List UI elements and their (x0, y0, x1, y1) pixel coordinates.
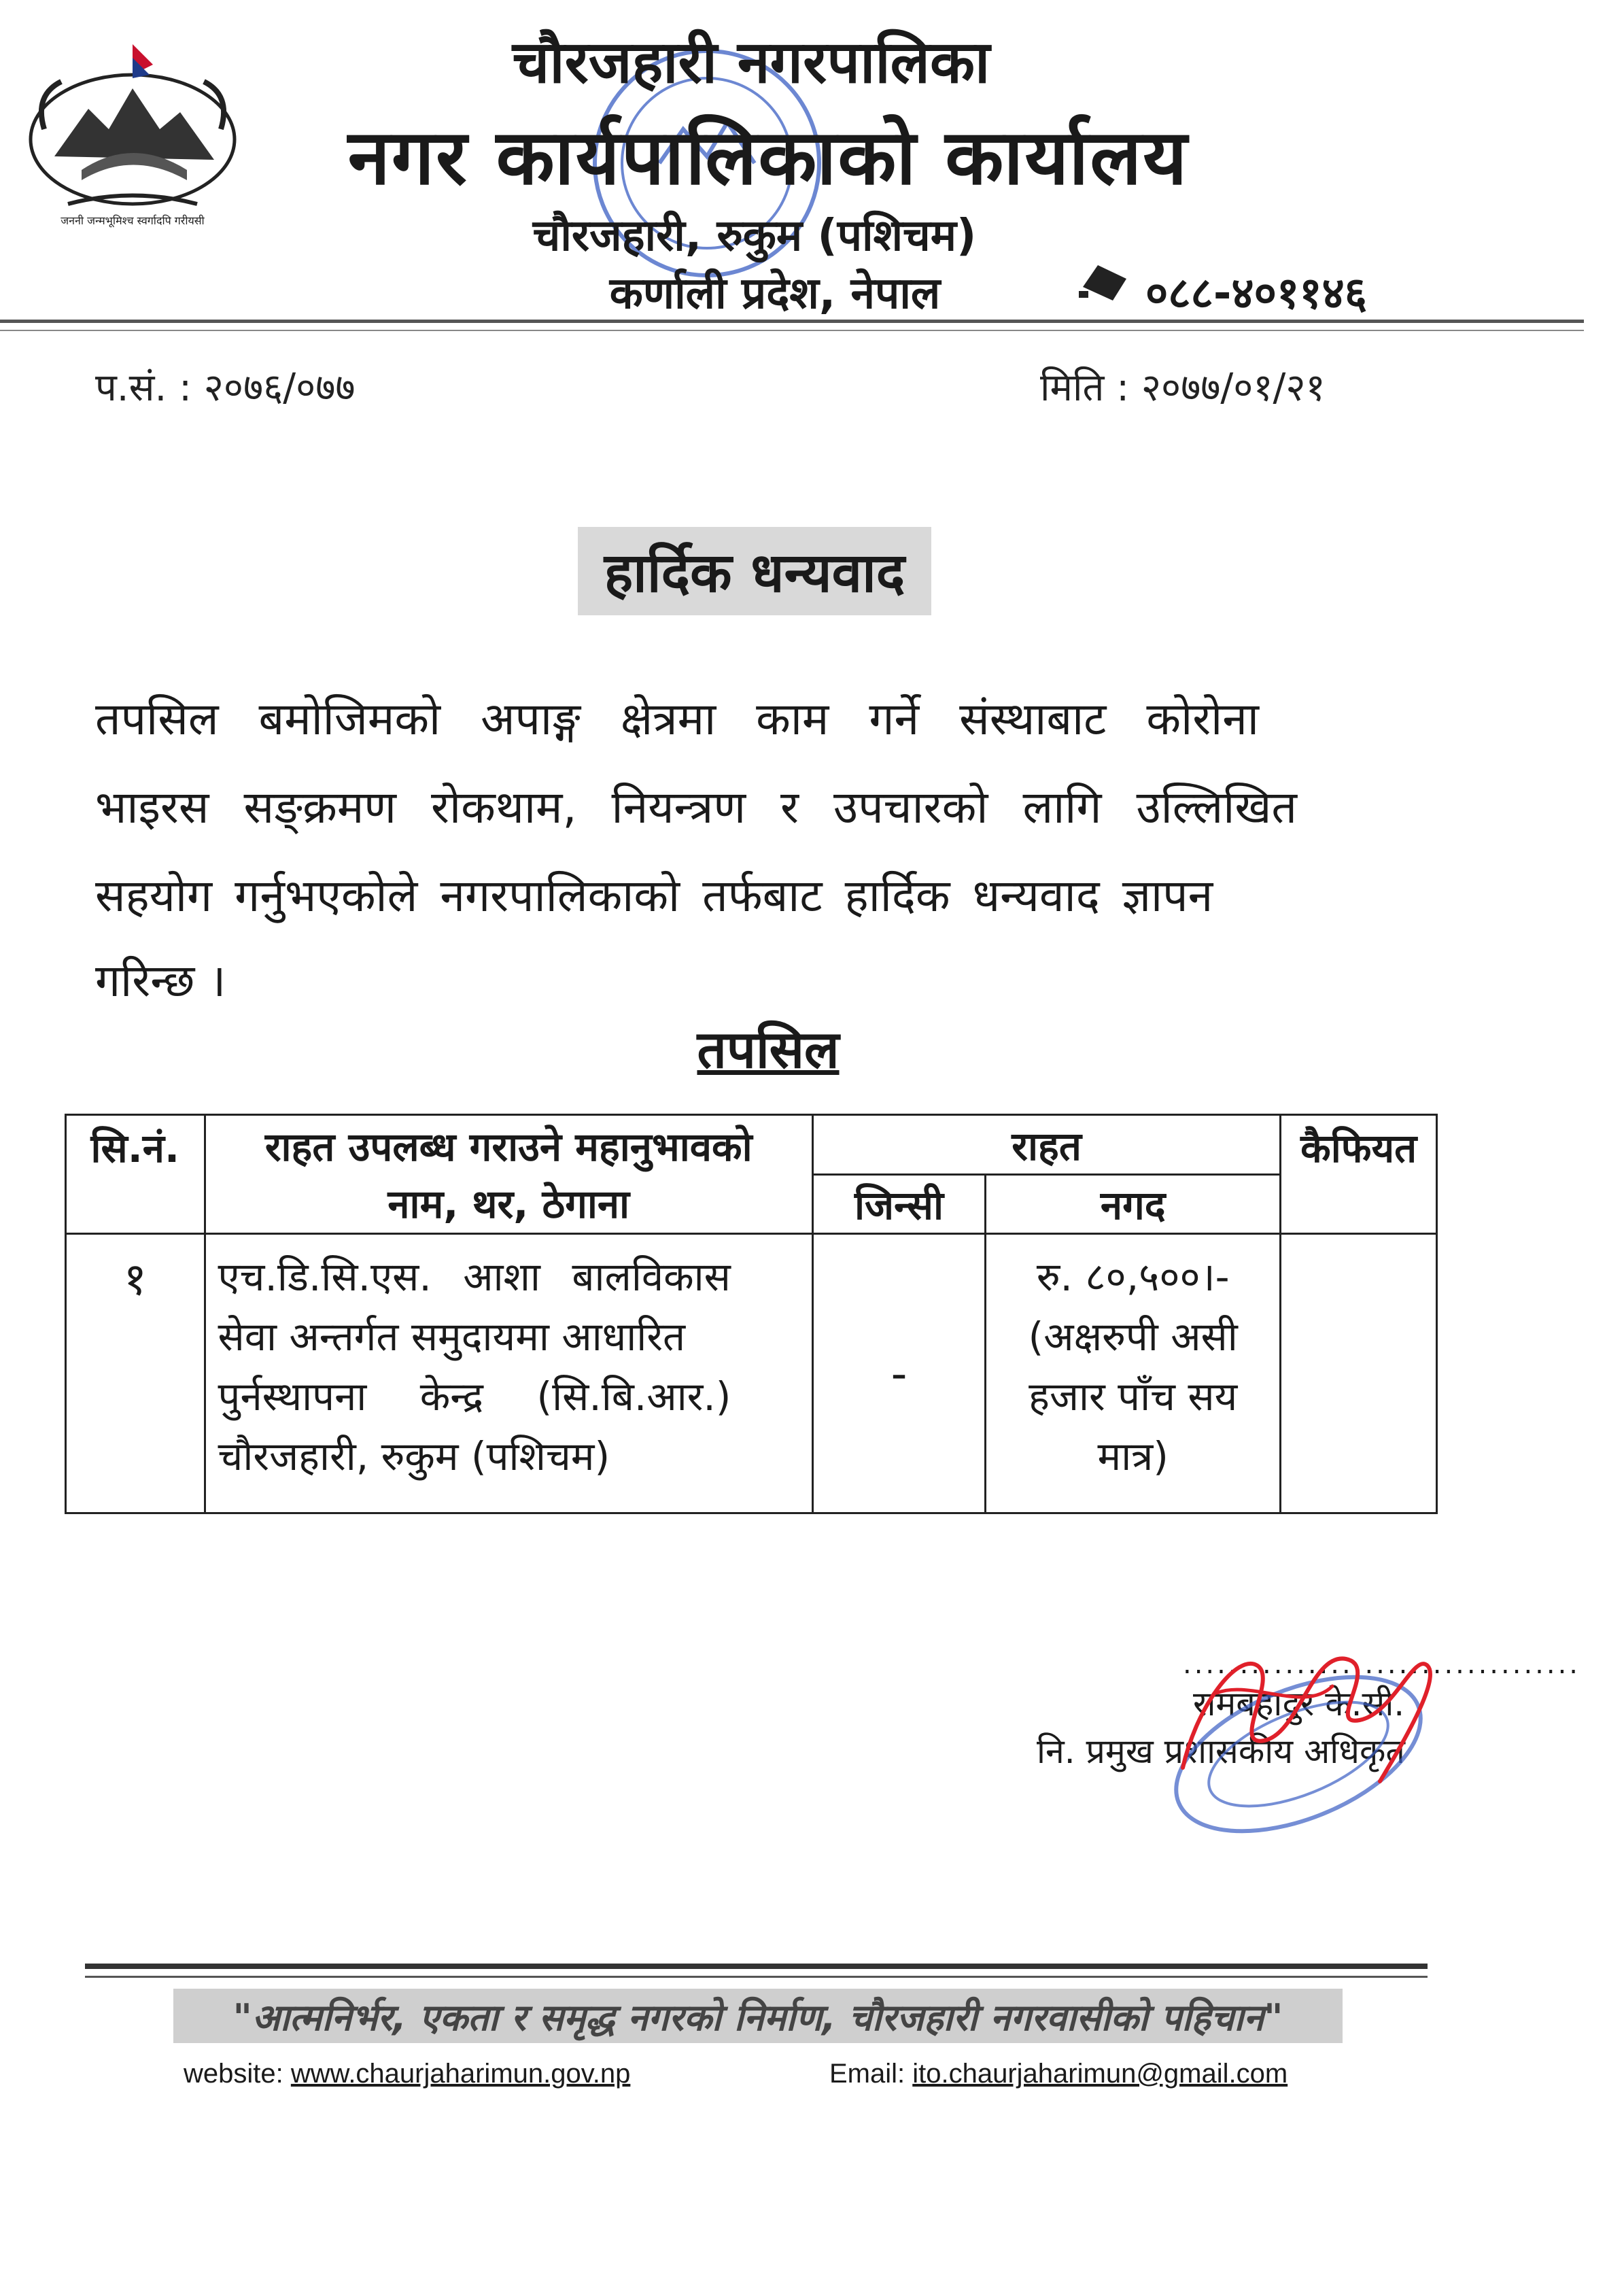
phone-icon (1077, 258, 1132, 306)
footer-divider (85, 1964, 1428, 1969)
letter-date: मिति : २०७७/०१/२१ (1040, 366, 1326, 410)
municipality-name: चौरजहारी नगरपालिका (512, 29, 990, 97)
cash-line: मात्र) (1097, 1433, 1169, 1479)
cell-serial-no: १ (66, 1234, 205, 1513)
footer-divider-thin (85, 1976, 1428, 1978)
cell-cash (986, 1234, 1281, 1513)
email-link[interactable]: ito.chaurjaharimun@gmail.com (912, 2059, 1288, 2089)
header-donor-line-2: नाम, थर, ठेगाना (387, 1181, 630, 1227)
signatory-name: रामबहादुर के.सी. (1193, 1684, 1405, 1724)
signature-line: ................................... (1183, 1649, 1581, 1680)
email-info (829, 2059, 1288, 2089)
header-donor (205, 1115, 812, 1234)
body-line: गरिन्छ । (95, 955, 226, 1007)
header-divider-thin (0, 330, 1584, 331)
table-title: तपसिल (697, 1019, 840, 1080)
relief-table (65, 1114, 1438, 1514)
handwritten-signature (1156, 1611, 1448, 1815)
table-row (66, 1234, 1437, 1513)
cell-donor (205, 1234, 812, 1513)
header-divider (0, 320, 1584, 323)
svg-text:जननी जन्मभूमिश्च स्वर्गादपि गर: जननी जन्मभूमिश्च स्वर्गादपि गरीयसी (61, 214, 205, 227)
cash-line: (अक्षरुपी असी (1028, 1314, 1238, 1360)
website-link[interactable]: www.chaurjaharimun.gov.np (290, 2059, 631, 2089)
header-donor-line-1: राहत उपलब्ध गराउने महानुभावको (264, 1124, 753, 1170)
website-info (184, 2059, 630, 2089)
donor-line: एच.डि.सि.एस. आशा बालविकास (218, 1254, 731, 1300)
donor-line: पुर्नस्थापना केन्द्र (सि.बि.आर.) (218, 1373, 731, 1420)
website-label: website: (184, 2059, 291, 2089)
body-line: तपसिल बमोजिमको अपाङ्ग क्षेत्रमा काम गर्ने संस्थाबाट कोरोना (95, 693, 1260, 745)
cash-line: हजार पाँच सय (1029, 1373, 1238, 1420)
donor-line: चौरजहारी, रुकुम (पशिचम) (218, 1433, 610, 1479)
body-line: भाइरस सङ्क्रमण रोकथाम, नियन्त्रण र उपचारको लागि उल्लिखित (95, 781, 1297, 834)
header-relief: राहत (812, 1115, 1280, 1175)
cash-line: रु. ८०,५००।- (1036, 1254, 1230, 1300)
donor-line: सेवा अन्तर्गत समुदायमा आधारित (218, 1314, 686, 1360)
body-line: सहयोग गर्नुभएकोले नगरपालिकाको तर्फबाट हार्दिक धन्यवाद ज्ञापन (95, 870, 1213, 922)
phone-number: ०८८-४०११४६ (1145, 269, 1368, 319)
address-line-1: चौरजहारी, रुकुम (पशिचम) (532, 211, 977, 261)
signatory-designation: नि. प्रमुख प्रशासकीय अधिकृत (1037, 1732, 1405, 1771)
letter-title: हार्दिक धन्यवाद (604, 541, 905, 604)
cell-in-kind: - (812, 1234, 985, 1513)
address-line-2: कर्णाली प्रदेश, नेपाल (609, 269, 941, 319)
letter-number: प.सं. : २०७६/०७७ (95, 366, 356, 410)
header-serial-no: सि.नं. (66, 1115, 205, 1234)
nepal-emblem-icon (14, 27, 258, 231)
header-cash: नगद (986, 1174, 1281, 1234)
municipality-motto: "आत्मनिर्भर, एकता र समृद्ध नगरको निर्माण, चौरजहारी नगरवासीको पहिचान" (232, 1996, 1283, 2039)
header-remarks: कैफियत (1281, 1115, 1437, 1234)
email-label: Email: (829, 2059, 913, 2089)
cell-remarks (1281, 1234, 1437, 1513)
office-name: नगर कार्यपालिकाको कार्यालय (347, 114, 1189, 202)
header-in-kind: जिन्सी (812, 1174, 985, 1234)
